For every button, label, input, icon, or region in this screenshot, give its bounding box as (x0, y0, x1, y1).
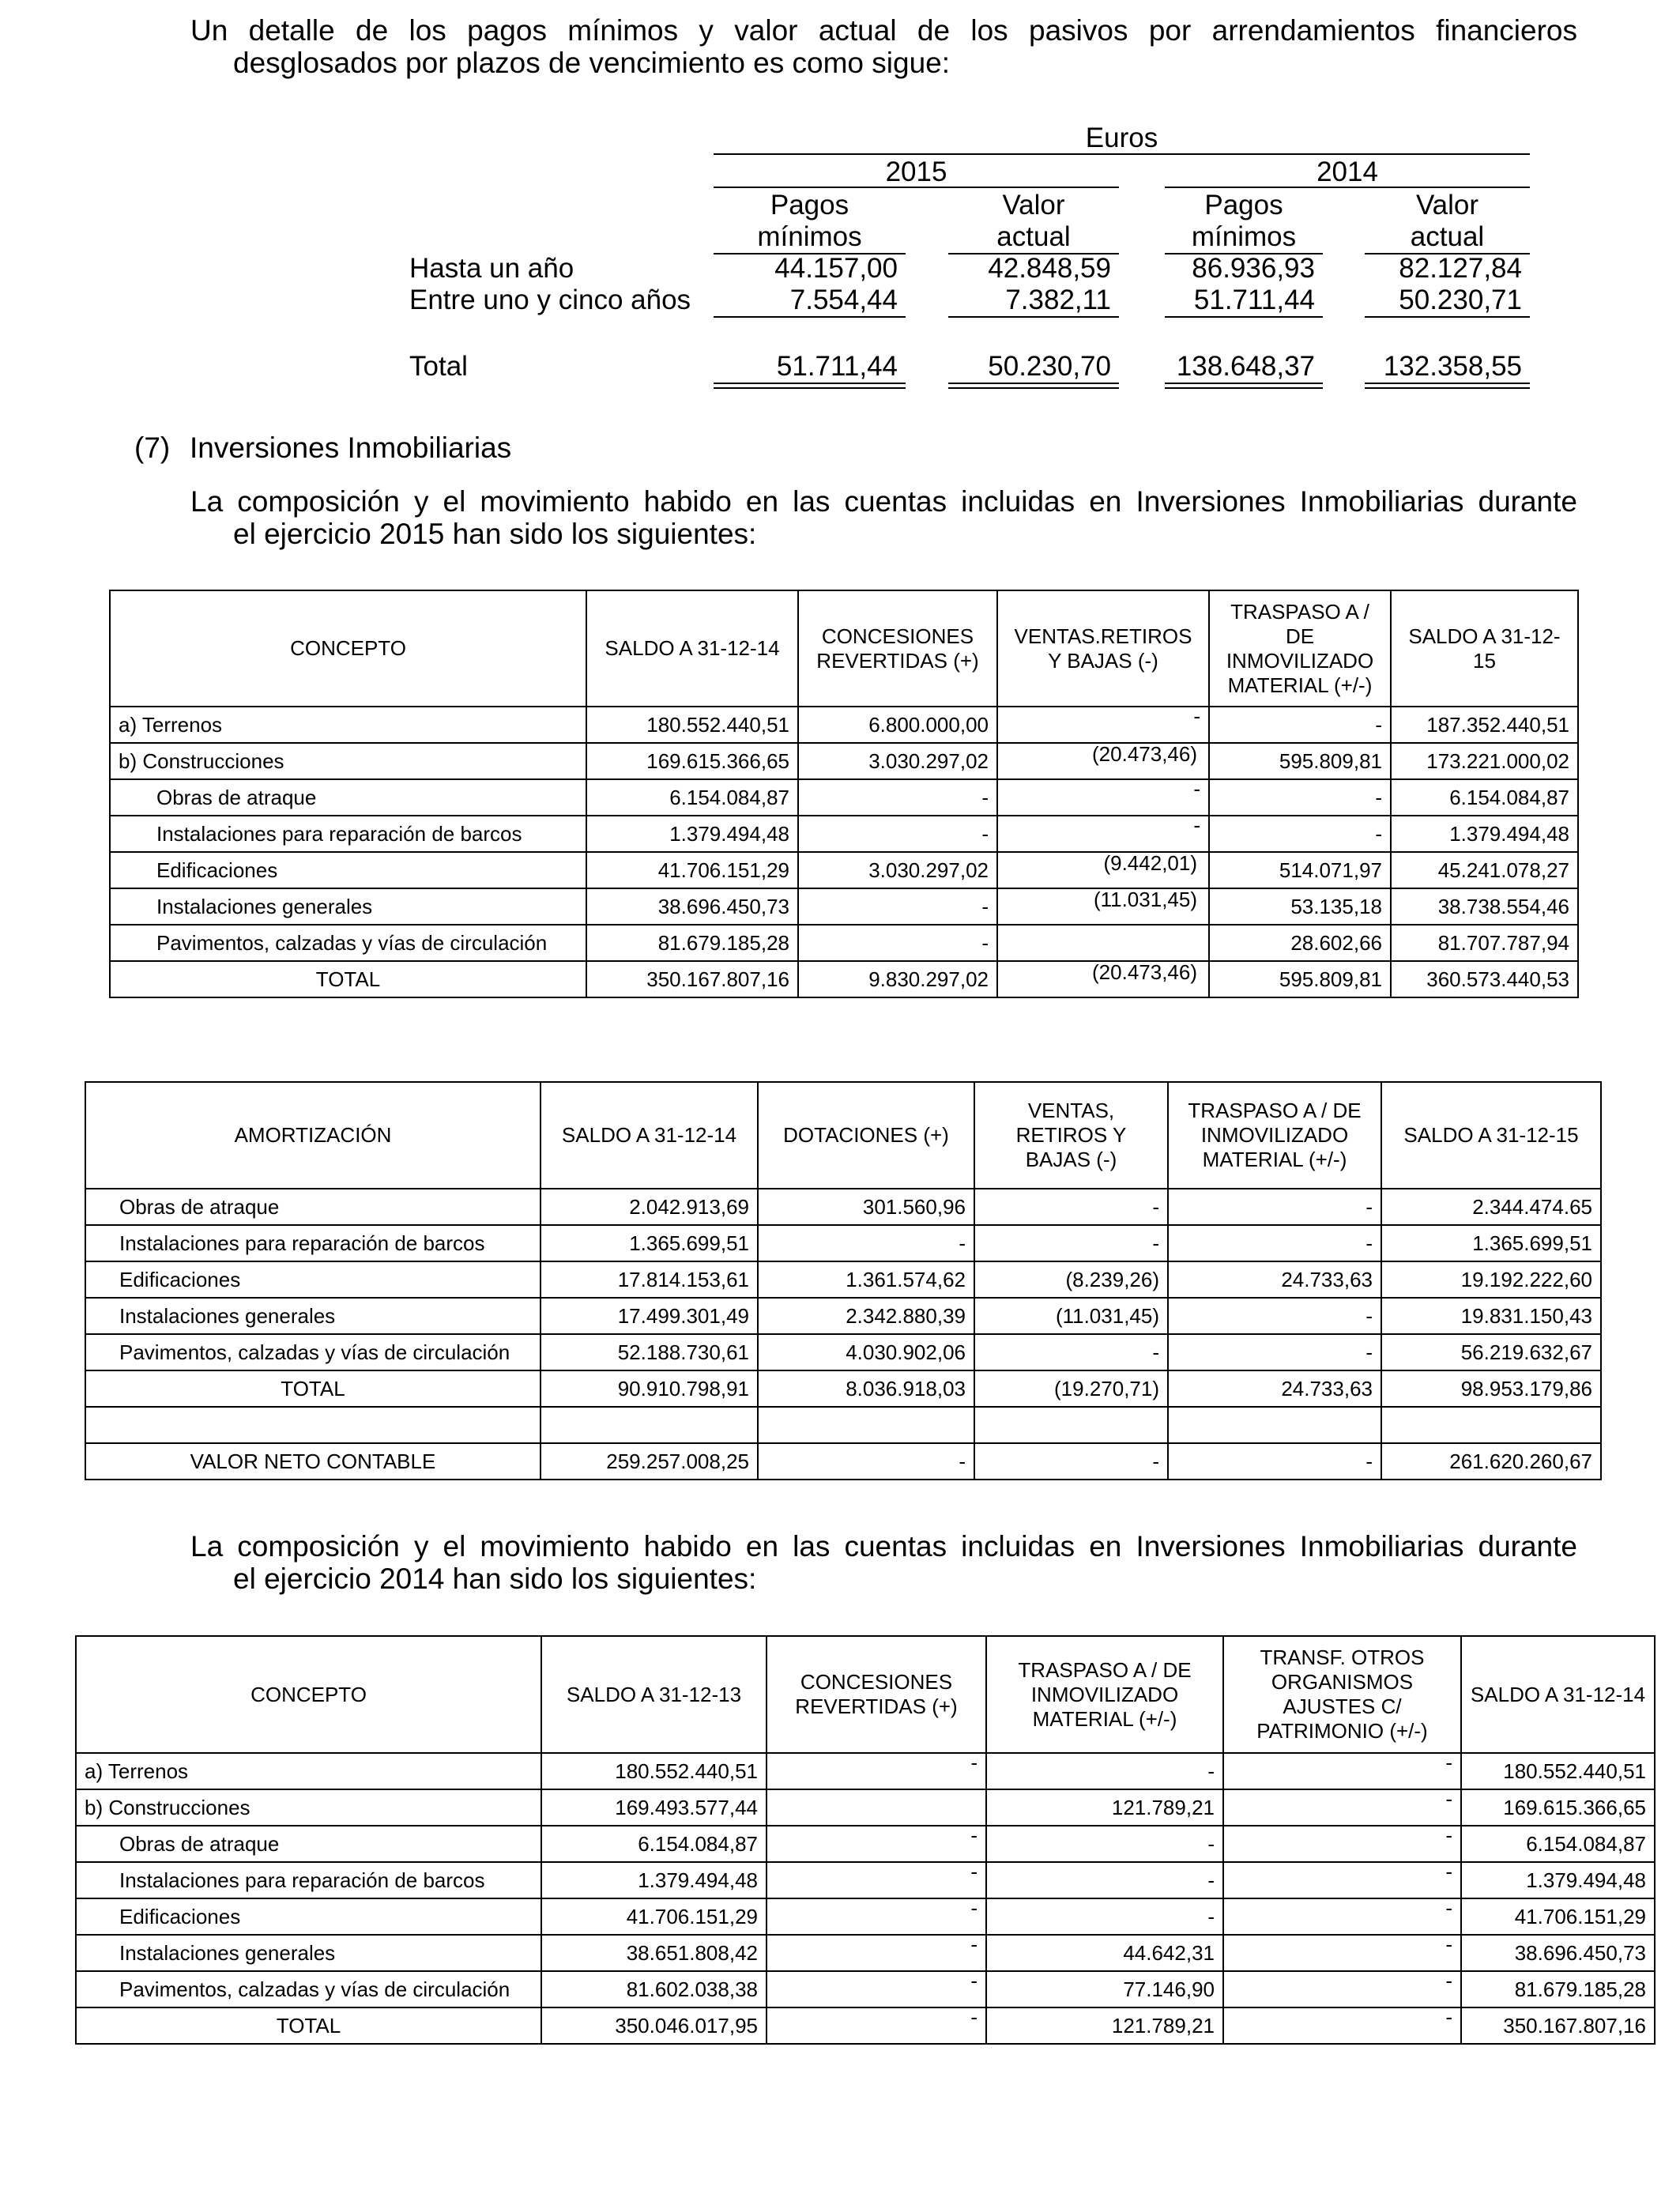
table-cell: 180.552.440,51 (541, 1753, 767, 1789)
table-cell: - (1168, 1225, 1381, 1261)
row-label: Edificaciones (110, 852, 586, 888)
header-cell: SALDO A 31-12-15 (1381, 1082, 1601, 1189)
table-row (76, 1862, 1655, 1898)
row-label: Edificaciones (76, 1898, 541, 1935)
lease-double-rule (1165, 383, 1323, 389)
intro-line-2: desglosados por plazos de vencimiento es como sigue: (233, 47, 951, 79)
table-row (110, 816, 1578, 852)
table-cell: (8.239,26) (974, 1261, 1168, 1298)
table-total-row (76, 2007, 1655, 2044)
table-cell: 1.365.699,51 (1381, 1225, 1601, 1261)
lease-cell: 7.554,44 (789, 285, 898, 315)
table-row (76, 1753, 1655, 1789)
table-header-row (110, 590, 1578, 707)
lease-rule (948, 316, 1119, 318)
paragraph-2015-line-2: el ejercicio 2015 han sido los siguientes: (233, 518, 757, 550)
table-cell (1381, 1407, 1601, 1443)
table-cell: - (974, 1225, 1168, 1261)
table-cell: 38.696.450,73 (586, 888, 798, 925)
table-cell: 2.042.913,69 (541, 1189, 758, 1225)
intro-line-1: Un detalle de los pagos mínimos y valor actual de los pasivos por arrendamientos financieros (190, 14, 1577, 47)
table-cell: - (767, 1898, 986, 1935)
table-cell: 1.379.494,48 (1461, 1862, 1655, 1898)
table-cell: 81.602.038,38 (541, 1971, 767, 2007)
table-cell: - (767, 1971, 986, 2007)
row-label: a) Terrenos (76, 1753, 541, 1789)
row-label: Instalaciones generales (110, 888, 586, 925)
table-cell: 514.071,97 (1209, 852, 1391, 888)
table-cell: 4.030.902,06 (758, 1334, 974, 1370)
table-cell: 19.831.150,43 (1381, 1298, 1601, 1334)
table-cell: 3.030.297,02 (798, 743, 997, 779)
row-label: TOTAL (76, 2007, 541, 2044)
table-cell: (9.442,01) (997, 852, 1209, 888)
section-heading (134, 432, 511, 464)
table-cell: - (1223, 2007, 1461, 2044)
table-cell: 45.241.078,27 (1391, 852, 1578, 888)
lease-col-header: mínimos (757, 221, 862, 252)
table-cell: - (974, 1443, 1168, 1480)
row-label: TOTAL (85, 1370, 541, 1407)
lease-double-rule (714, 383, 906, 389)
table-cell: 56.219.632,67 (1381, 1334, 1601, 1370)
table-inversiones-2014 (75, 1635, 1656, 2045)
row-label: VALOR NETO CONTABLE (85, 1443, 541, 1480)
table-cell: - (1223, 1898, 1461, 1935)
lease-total-cell: 138.648,37 (1176, 351, 1315, 382)
table-cell (974, 1407, 1168, 1443)
table-cell: 1.379.494,48 (541, 1862, 767, 1898)
table-net-value-row (85, 1443, 1601, 1480)
table-cell: - (798, 888, 997, 925)
table-cell: 38.651.808,42 (541, 1935, 767, 1971)
table-cell: 81.679.185,28 (586, 925, 798, 961)
header-cell: VENTAS.RETIROS Y BAJAS (-) (997, 590, 1209, 707)
table-row (85, 1298, 1601, 1334)
table-header-row (76, 1636, 1655, 1753)
table-cell: - (798, 779, 997, 816)
table-cell: 41.706.151,29 (541, 1898, 767, 1935)
table-cell: 98.953.179,86 (1381, 1370, 1601, 1407)
header-cell: SALDO A 31-12-14 (541, 1082, 758, 1189)
table-cell: 1.365.699,51 (541, 1225, 758, 1261)
table-cell: - (767, 2007, 986, 2044)
lease-cell: 50.230,71 (1399, 285, 1522, 315)
table-cell: - (997, 707, 1209, 743)
table-cell: - (767, 1862, 986, 1898)
lease-col-header: mínimos (1191, 221, 1297, 252)
table-cell: 121.789,21 (986, 1789, 1223, 1826)
lease-col-header: Valor (1415, 190, 1479, 221)
table-cell: 350.046.017,95 (541, 2007, 767, 2044)
lease-double-rule (948, 383, 1119, 389)
table-cell: 19.192.222,60 (1381, 1261, 1601, 1298)
table-cell: 24.733,63 (1168, 1261, 1381, 1298)
table-cell: - (1223, 1826, 1461, 1862)
table-cell: 350.167.807,16 (586, 961, 798, 997)
table-cell: 41.706.151,29 (1461, 1898, 1655, 1935)
table-empty-row (85, 1407, 1601, 1443)
table-cell (997, 925, 1209, 961)
table-cell: 2.342.880,39 (758, 1298, 974, 1334)
table-cell (541, 1407, 758, 1443)
table-cell: - (798, 816, 997, 852)
lease-rule (714, 187, 1119, 188)
section-number: (7) (134, 432, 171, 464)
header-cell: CONCEPTO (76, 1636, 541, 1753)
table-cell: 595.809,81 (1209, 961, 1391, 997)
table-cell: - (1223, 1789, 1461, 1826)
table-cell: 259.257.008,25 (541, 1443, 758, 1480)
table-row (76, 1935, 1655, 1971)
table-cell: 169.493.577,44 (541, 1789, 767, 1826)
table-cell: 1.379.494,48 (1391, 816, 1578, 852)
row-label: b) Construcciones (76, 1789, 541, 1826)
header-cell: TRASPASO A / DE INMOVILIZADO MATERIAL (+/-) (1168, 1082, 1381, 1189)
header-cell: CONCESIONES REVERTIDAS (+) (798, 590, 997, 707)
lease-cell: 42.848,59 (988, 253, 1111, 284)
table-cell: - (1209, 707, 1391, 743)
table-header-row (85, 1082, 1601, 1189)
lease-rule (714, 153, 1530, 155)
table-cell: - (974, 1334, 1168, 1370)
table-cell: 301.560,96 (758, 1189, 974, 1225)
row-label: Instalaciones generales (85, 1298, 541, 1334)
table-row (76, 1971, 1655, 2007)
table-cell: 180.552.440,51 (1461, 1753, 1655, 1789)
header-cell: DOTACIONES (+) (758, 1082, 974, 1189)
header-cell: VENTAS, RETIROS Y BAJAS (-) (974, 1082, 1168, 1189)
table-cell (767, 1789, 986, 1826)
lease-col-header: actual (1410, 221, 1485, 252)
header-cell: SALDO A 31-12-14 (586, 590, 798, 707)
row-label: Pavimentos, calzadas y vías de circulación (85, 1334, 541, 1370)
table-cell: 90.910.798,91 (541, 1370, 758, 1407)
table-cell: 6.154.084,87 (1461, 1826, 1655, 1862)
header-cell: TRASPASO A / DE INMOVILIZADO MATERIAL (+/-) (1209, 590, 1391, 707)
lease-year-2015: 2015 (885, 156, 947, 187)
lease-rule (714, 316, 906, 318)
table-cell: - (986, 1862, 1223, 1898)
table-cell: 52.188.730,61 (541, 1334, 758, 1370)
table-row (110, 925, 1578, 961)
table-row (110, 888, 1578, 925)
table-row (110, 852, 1578, 888)
table-total-row (85, 1370, 1601, 1407)
section-title: Inversiones Inmobiliarias (190, 432, 512, 464)
header-cell: SALDO A 31-12-15 (1391, 590, 1578, 707)
table-cell: - (1223, 1935, 1461, 1971)
table-cell: 17.814.153,61 (541, 1261, 758, 1298)
paragraph-2014-line-1: La composición y el movimiento habido en las cuentas incluidas en Inversiones Inmobiliarias durante (190, 1530, 1577, 1563)
table-row (110, 707, 1578, 743)
lease-row-label: Hasta un año (409, 253, 574, 284)
table-cell: 38.738.554,46 (1391, 888, 1578, 925)
table-cell: - (758, 1443, 974, 1480)
paragraph-2015 (190, 485, 1577, 550)
table-cell: (20.473,46) (997, 961, 1209, 997)
table-cell: 41.706.151,29 (586, 852, 798, 888)
table-cell (758, 1407, 974, 1443)
table-row (85, 1334, 1601, 1370)
table-cell: 595.809,81 (1209, 743, 1391, 779)
row-label: Obras de atraque (85, 1189, 541, 1225)
table-cell: - (997, 816, 1209, 852)
table-cell: 169.615.366,65 (586, 743, 798, 779)
table-row (85, 1261, 1601, 1298)
table-cell: - (1168, 1298, 1381, 1334)
table-cell: 38.696.450,73 (1461, 1935, 1655, 1971)
table-cell: 8.036.918,03 (758, 1370, 974, 1407)
table-cell: - (767, 1753, 986, 1789)
table-cell: 173.221.000,02 (1391, 743, 1578, 779)
header-cell: TRASPASO A / DE INMOVILIZADO MATERIAL (+/-) (986, 1636, 1223, 1753)
table-cell: 17.499.301,49 (541, 1298, 758, 1334)
table-cell: - (997, 779, 1209, 816)
table-inversiones-2015 (109, 590, 1579, 998)
table-cell: - (767, 1935, 986, 1971)
lease-cell: 7.382,11 (1005, 285, 1111, 315)
lease-rule (1165, 316, 1323, 318)
table-cell: (19.270,71) (974, 1370, 1168, 1407)
table-cell: 53.135,18 (1209, 888, 1391, 925)
table-cell: 6.154.084,87 (586, 779, 798, 816)
lease-total-label: Total (409, 351, 468, 382)
lease-total-cell: 50.230,70 (988, 351, 1111, 382)
header-cell: CONCEPTO (110, 590, 586, 707)
table-cell: 6.800.000,00 (798, 707, 997, 743)
table-cell (1168, 1407, 1381, 1443)
lease-rule (1165, 187, 1530, 188)
lease-col-header: Pagos (1204, 190, 1283, 221)
row-label: TOTAL (110, 961, 586, 997)
row-label: Obras de atraque (76, 1826, 541, 1862)
table-cell: 1.379.494,48 (586, 816, 798, 852)
table-cell: 360.573.440,53 (1391, 961, 1578, 997)
table-row (85, 1225, 1601, 1261)
table-cell: 24.733,63 (1168, 1370, 1381, 1407)
table-cell: 187.352.440,51 (1391, 707, 1578, 743)
lease-col-header: Valor (1002, 190, 1065, 221)
table-cell: 77.146,90 (986, 1971, 1223, 2007)
table-cell: - (1168, 1189, 1381, 1225)
row-label: Obras de atraque (110, 779, 586, 816)
table-cell: 28.602,66 (1209, 925, 1391, 961)
table-cell: 169.615.366,65 (1461, 1789, 1655, 1826)
lease-rule (1365, 316, 1530, 318)
table-cell: (11.031,45) (997, 888, 1209, 925)
paragraph-2014-line-2: el ejercicio 2014 han sido los siguientes: (233, 1563, 757, 1595)
row-label: b) Construcciones (110, 743, 586, 779)
header-cell: CONCESIONES REVERTIDAS (+) (767, 1636, 986, 1753)
lease-unit-header: Euros (1085, 123, 1158, 153)
lease-cell: 82.127,84 (1399, 253, 1522, 284)
table-cell: 9.830.297,02 (798, 961, 997, 997)
table-cell: - (1223, 1971, 1461, 2007)
lease-year-2014: 2014 (1317, 156, 1378, 187)
table-cell: 3.030.297,02 (798, 852, 997, 888)
table-cell: - (767, 1826, 986, 1862)
table-cell: 2.344.474.65 (1381, 1189, 1601, 1225)
lease-cell: 86.936,93 (1192, 253, 1315, 284)
table-cell: - (986, 1753, 1223, 1789)
lease-double-rule (1365, 383, 1530, 389)
table-row (85, 1189, 1601, 1225)
table-row (76, 1898, 1655, 1935)
table-row (76, 1826, 1655, 1862)
table-total-row (110, 961, 1578, 997)
table-cell: 81.707.787,94 (1391, 925, 1578, 961)
lease-row-label: Entre uno y cinco años (409, 285, 691, 315)
row-label: Pavimentos, calzadas y vías de circulación (76, 1971, 541, 2007)
header-cell: SALDO A 31-12-13 (541, 1636, 767, 1753)
table-cell: - (1168, 1334, 1381, 1370)
row-label: Pavimentos, calzadas y vías de circulación (110, 925, 586, 961)
table-cell: 6.154.084,87 (541, 1826, 767, 1862)
table-cell: 180.552.440,51 (586, 707, 798, 743)
lease-cell: 51.711,44 (1193, 285, 1315, 315)
table-row (76, 1789, 1655, 1826)
lease-col-header: Pagos (770, 190, 849, 221)
header-cell: AMORTIZACIÓN (85, 1082, 541, 1189)
table-cell: 44.642,31 (986, 1935, 1223, 1971)
table-cell: - (986, 1826, 1223, 1862)
lease-total-cell: 132.358,55 (1383, 351, 1522, 382)
lease-col-header: actual (996, 221, 1071, 252)
row-label: a) Terrenos (110, 707, 586, 743)
table-cell: - (1223, 1753, 1461, 1789)
row-label: Instalaciones generales (76, 1935, 541, 1971)
table-cell: (11.031,45) (974, 1298, 1168, 1334)
table-cell: - (1209, 779, 1391, 816)
table-cell: 261.620.260,67 (1381, 1443, 1601, 1480)
table-cell: 350.167.807,16 (1461, 2007, 1655, 2044)
lease-total-cell: 51.711,44 (776, 351, 898, 382)
table-cell: 81.679.185,28 (1461, 1971, 1655, 2007)
table-cell: - (1209, 816, 1391, 852)
header-cell: SALDO A 31-12-14 (1461, 1636, 1655, 1753)
table-cell: (20.473,46) (997, 743, 1209, 779)
table-cell: - (1168, 1443, 1381, 1480)
lease-cell: 44.157,00 (774, 253, 898, 284)
row-label (85, 1407, 541, 1443)
row-label: Instalaciones para reparación de barcos (110, 816, 586, 852)
table-cell: - (986, 1898, 1223, 1935)
paragraph-2015-line-1: La composición y el movimiento habido en las cuentas incluidas en Inversiones Inmobiliarias durante (190, 485, 1577, 518)
paragraph-2014 (190, 1530, 1577, 1595)
table-cell: - (758, 1225, 974, 1261)
table-cell: 1.361.574,62 (758, 1261, 974, 1298)
table-cell: - (974, 1189, 1168, 1225)
table-cell: 121.789,21 (986, 2007, 1223, 2044)
row-label: Edificaciones (85, 1261, 541, 1298)
table-cell: - (1223, 1862, 1461, 1898)
row-label: Instalaciones para reparación de barcos (85, 1225, 541, 1261)
table-cell: - (798, 925, 997, 961)
table-row (110, 743, 1578, 779)
table-cell: 6.154.084,87 (1391, 779, 1578, 816)
header-cell: TRANSF. OTROS ORGANISMOS AJUSTES C/ PATRIMONIO (+/-) (1223, 1636, 1461, 1753)
row-label: Instalaciones para reparación de barcos (76, 1862, 541, 1898)
table-amortizacion-2015 (85, 1081, 1602, 1480)
lease-table (0, 0, 1680, 411)
table-row (110, 779, 1578, 816)
